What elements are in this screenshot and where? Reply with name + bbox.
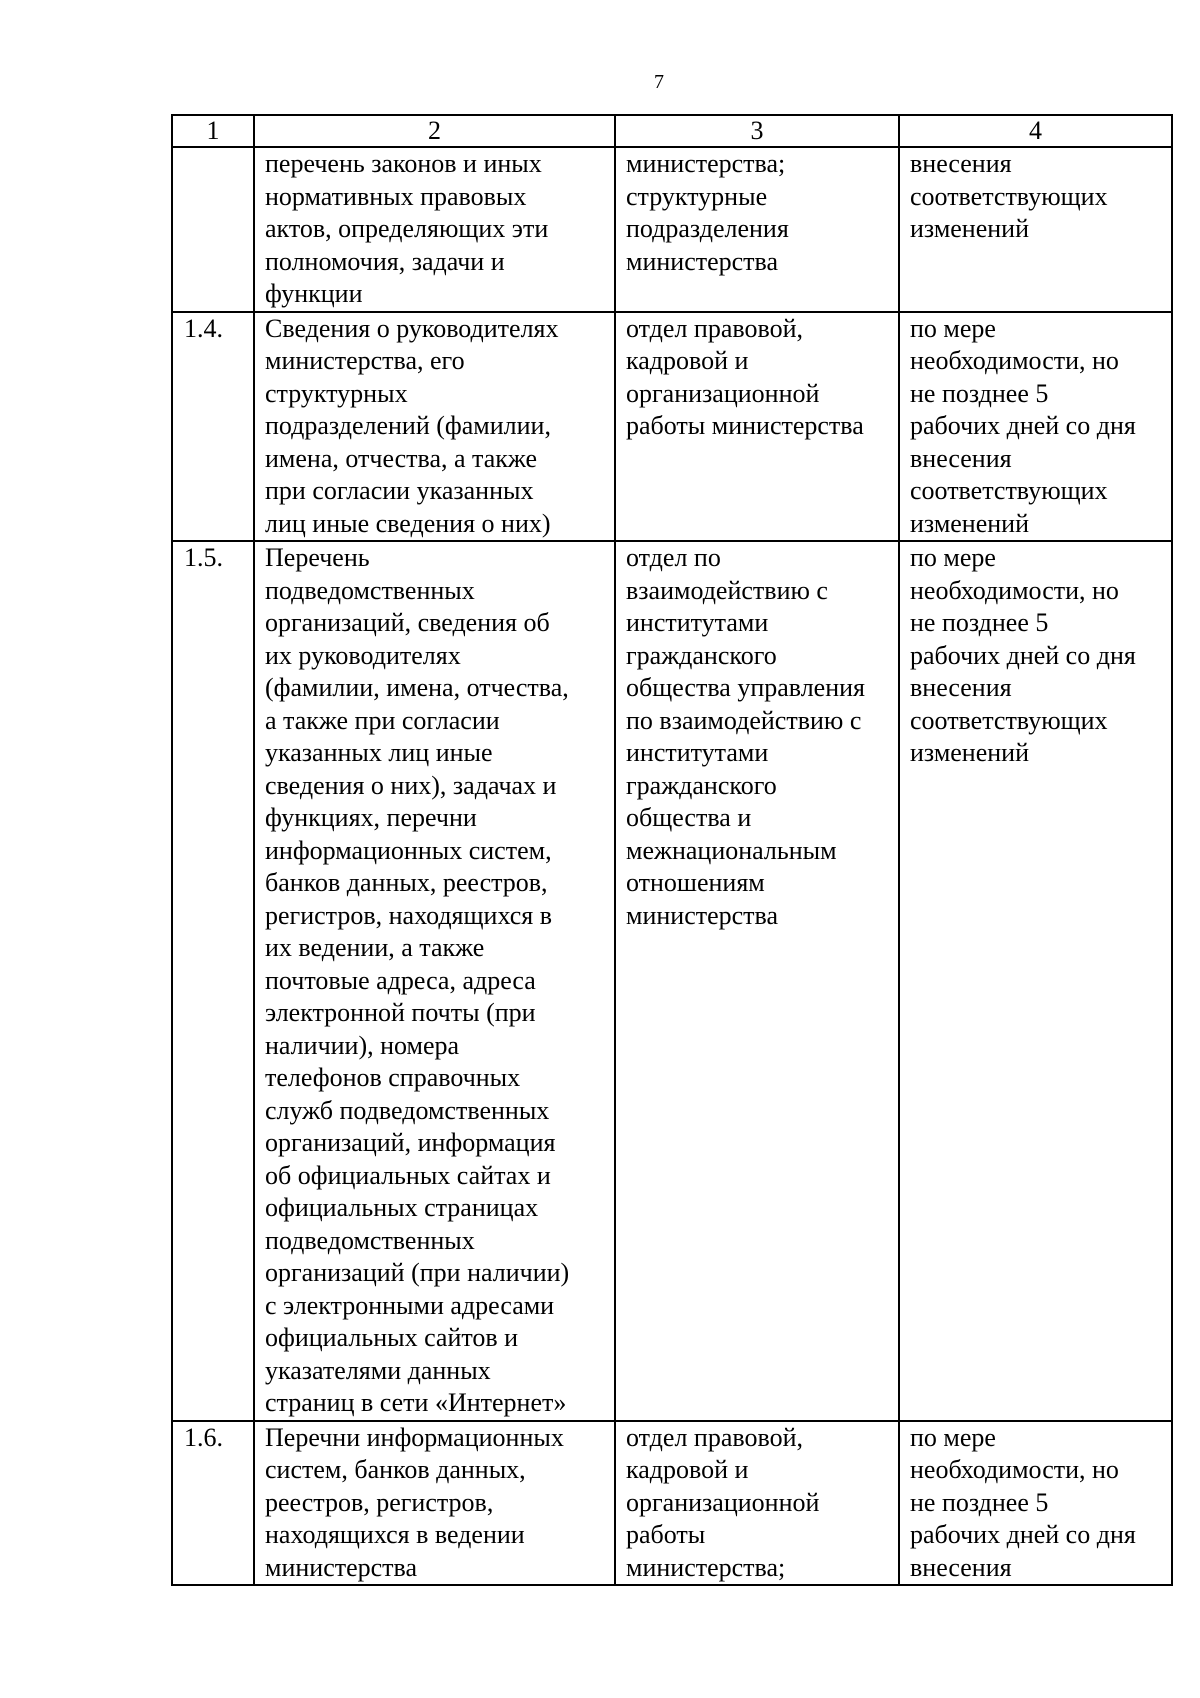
responsible-cell: отдел правовой, кадровой и организационной работы министерства; — [615, 1421, 899, 1586]
table-row — [172, 541, 1172, 1421]
row-number: 1.4. — [172, 312, 254, 542]
info-cell: Сведения о руководителях министерства, его структурных подразделений (фамилии, имена, отчества, а также при согласии указанных лиц иные сведения о них) — [254, 312, 615, 542]
header-cell-3: 3 — [615, 115, 899, 147]
deadline-cell: по мере необходимости, но не позднее 5 рабочих дней со дня внесения соответствующих изменений — [899, 312, 1172, 542]
row-number — [172, 147, 254, 312]
table-row — [172, 147, 1172, 312]
deadline-cell: по мере необходимости, но не позднее 5 рабочих дней со дня внесения соответствующих изменений — [899, 541, 1172, 1421]
table-header-row — [172, 115, 1172, 147]
row-number: 1.6. — [172, 1421, 254, 1586]
header-cell-2: 2 — [254, 115, 615, 147]
deadline-cell: внесения соответствующих изменений — [899, 147, 1172, 312]
responsible-cell: отдел по взаимодействию с институтами гражданского общества управления по взаимодействию с институтами гражданского общества и межнациональным отношениям министерства — [615, 541, 899, 1421]
header-cell-1: 1 — [172, 115, 254, 147]
info-cell: перечень законов и иных нормативных правовых актов, определяющих эти полномочия, задачи и функции — [254, 147, 615, 312]
info-cell: Перечень подведомственных организаций, сведения об их руководителях (фамилии, имена, отчества, а также при согласии указанных лиц иные сведения о них), задачах и функциях, перечни информационных систем, банков данных, реестров, регистров, находящихся в их ведении, а также почтовые адреса, адреса электронной почты (при наличии), номера телефонов справочных служб подведомственных организаций, информация об официальных сайтах и официальных страницах подведомственных организаций (при наличии) с электронными адресами официальных сайтов и указателями данных страниц в сети «Интернет» — [254, 541, 615, 1421]
info-cell: Перечни информационных систем, банков данных, реестров, регистров, находящихся в ведении министерства — [254, 1421, 615, 1586]
responsible-cell: отдел правовой, кадровой и организационной работы министерства — [615, 312, 899, 542]
document-table — [171, 114, 1173, 1586]
responsible-cell: министерства; структурные подразделения министерства — [615, 147, 899, 312]
header-cell-4: 4 — [899, 115, 1172, 147]
deadline-cell: по мере необходимости, но не позднее 5 рабочих дней со дня внесения — [899, 1421, 1172, 1586]
row-number: 1.5. — [172, 541, 254, 1421]
page-number: 7 — [654, 71, 664, 93]
table-row — [172, 312, 1172, 542]
table-row — [172, 1421, 1172, 1586]
